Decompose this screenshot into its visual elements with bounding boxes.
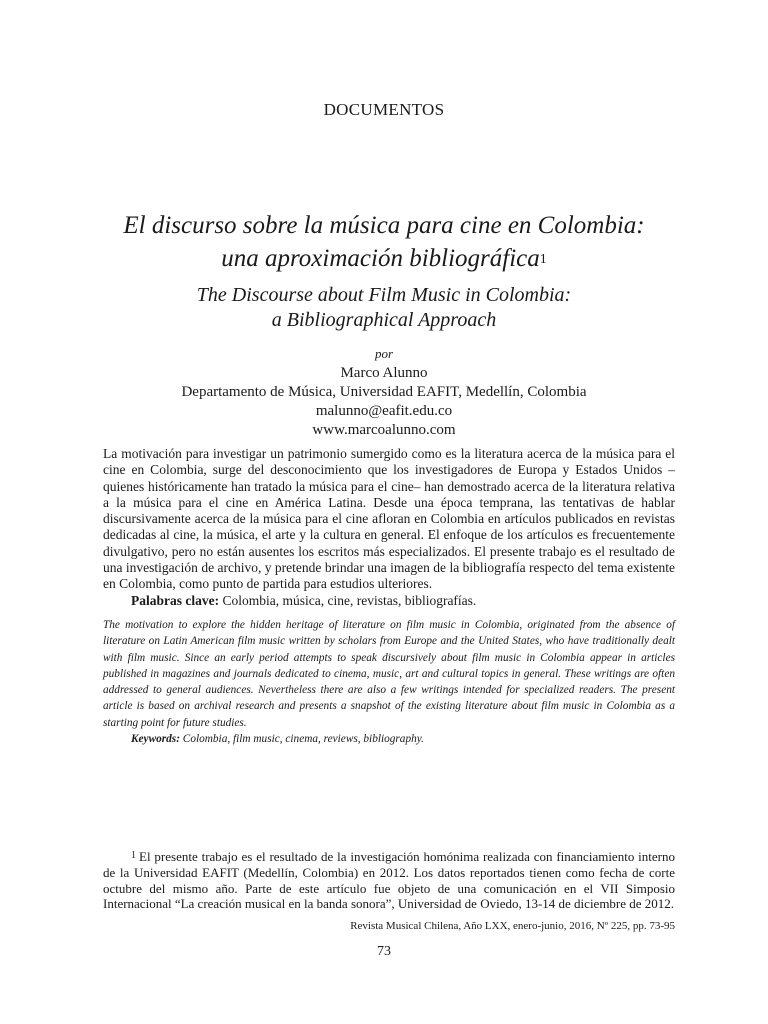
author-affiliation: Departamento de Música, Universidad EAFIT, Medellín, Colombia — [181, 384, 587, 400]
author-website[interactable]: www.marcoalunno.com — [312, 422, 456, 438]
section-heading: DOCUMENTOS — [323, 100, 445, 119]
title-line-2 — [0, 242, 768, 275]
title-footnote-mark[interactable]: 1 — [539, 252, 547, 267]
abstract-spanish — [103, 446, 675, 609]
keywords-english-list: Colombia, film music, cinema, reviews, bibliography. — [182, 733, 424, 746]
subtitle-line-2: a Bibliographical Approach — [271, 309, 497, 331]
author-name: Marco Alunno — [340, 365, 428, 381]
subtitle-line-1: The Discourse about Film Music in Colombia: — [196, 284, 572, 306]
abstract-spanish-text: La motivación para investigar un patrimonio sumergido como es la literatura acerca de la música para el cine en Colombia, surge del desconocimiento que los investigadores de Europa y Estados Unidos –quienes históricamente han tratado la música para el cine– han demostrado acerca de la literatura relativa a la música para el cine en América Latina. Desde una época temprana, las tentativas de hablar discursivamente acerca de la música para el cine afloran en Colombia en artículos publicados en revistas dedicadas al cine, la música, el arte y la cultura en general. El enfoque de los artículos es frecuentemente divulgativo, pero no están ausentes los escritos más especializados. El presente trabajo es el resultado de una investigación de archivo, y pretende brindar una imagen de la bibliografía respecto del tema existente en Colombia, como punto de partida para estudios ulteriores. — [103, 446, 675, 592]
keywords-spanish-list: Colombia, música, cine, revistas, bibliografías. — [222, 592, 477, 608]
byline-por: por — [374, 346, 394, 361]
keywords-spanish — [103, 593, 675, 609]
keywords-spanish-label: Palabras clave: — [131, 592, 220, 608]
keywords-english — [103, 731, 675, 747]
article-title — [0, 209, 768, 275]
abstract-english-text: The motivation to explore the hidden heritage of literature on film music in Colombia, originated from the absence of literature on Latin American film music written by scholars from Europe and the United States, who have traditionally dealt with film music. Since an early period attempts to speak discursively about film music in Colombia appear in articles published in magazines and journals dedicated to cinema, music, art and cultural topics in general. These writings are often addressed to general audiences. Nevertheless there are also a few writings intended for specialized readers. The present article is based on archival research and presents a snapshot of the existing literature about film music in Colombia as a starting point for future studies. — [103, 619, 675, 729]
author-email[interactable]: malunno@eafit.edu.co — [315, 403, 453, 419]
footnote — [103, 849, 675, 912]
footnote-body — [103, 849, 675, 912]
title-line-2-text: una aproximación bibliográfica — [221, 245, 540, 272]
footnote-number: 1 — [131, 850, 136, 861]
journal-citation: Revista Musical Chilena, Año LXX, enero-junio, 2016, Nº 225, pp. 73-95 — [350, 920, 675, 932]
abstract-english — [103, 617, 675, 747]
article-subtitle — [0, 283, 768, 333]
keywords-english-label: Keywords: — [131, 733, 180, 746]
footnote-text: El presente trabajo es el resultado de la investigación homónima realizada con financiamiento interno de la Universidad EAFIT (Medellín, Colombia) en 2012. Los datos reportados tienen como fecha de corte octubre del mismo año. Parte de este artículo fue objeto de una comunicación en el VII Simposio Internacional “La creación musical en la banda sonora”, Universidad de Oviedo, 13-14 de diciembre de 2012. — [103, 849, 675, 912]
title-line-1: El discurso sobre la música para cine en Colombia: — [123, 212, 645, 239]
page-number: 73 — [377, 944, 391, 959]
